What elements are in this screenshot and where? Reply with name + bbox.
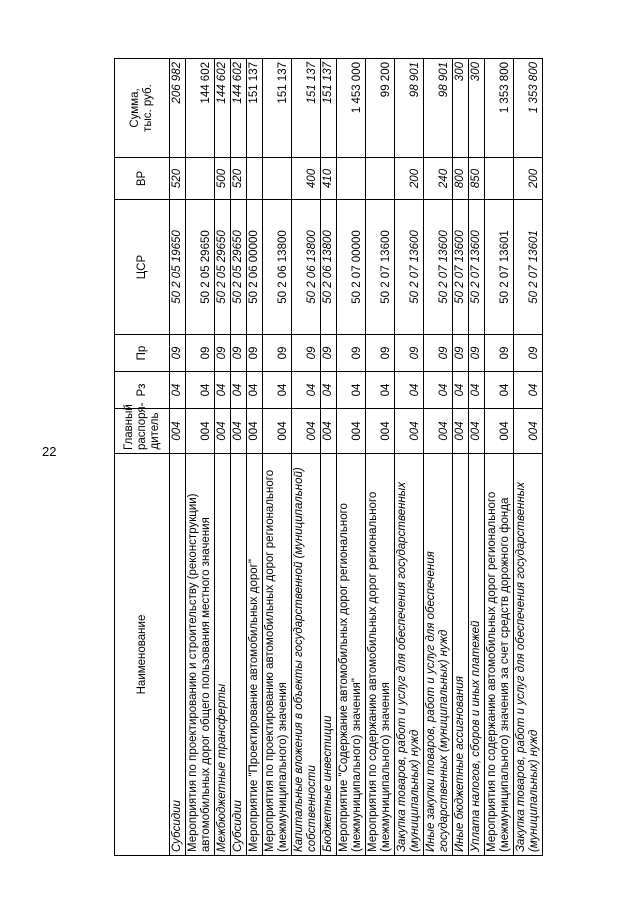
table-body [170,59,543,856]
header-vr: ВР [115,158,170,200]
row-vr [263,158,292,200]
row-sum: 151 137 [263,59,292,158]
row-vr: 240 [424,158,453,200]
row-rz: 04 [170,372,186,409]
row-chief-manager: 004 [366,409,395,454]
row-sum: 151 137 [292,59,321,158]
row-chief-manager: 004 [247,409,263,454]
row-name: Субсидии [231,454,247,856]
row-vr [366,158,395,200]
row-chief-manager: 004 [170,409,186,454]
row-chief-manager: 004 [215,409,231,454]
row-rz: 04 [247,372,263,409]
row-csr: 50 2 07 00000 [337,200,366,335]
header-chief-manager-line3: дитель [148,412,161,450]
header-sum-line1: Сумма, [129,88,141,128]
row-name: Мероприятие "Проектирование автомобильных дорог" [247,454,263,856]
row-pr: 09 [263,335,292,372]
row-csr: 50 2 06 13800 [292,200,321,335]
row-sum: 151 137 [247,59,263,158]
header-rz: Рз [115,372,170,409]
table-row [453,59,469,856]
row-pr: 09 [247,335,263,372]
row-csr: 50 2 05 29650 [186,200,215,335]
row-vr: 200 [395,158,424,200]
row-rz: 04 [366,372,395,409]
table-row [292,59,321,856]
row-vr: 800 [453,158,469,200]
table-row [231,59,247,856]
table-row [395,59,424,856]
row-sum: 1 453 000 [337,59,366,158]
row-sum: 206 982 [170,59,186,158]
header-name: Наименование [115,454,170,856]
row-vr [186,158,215,200]
table-row [321,59,337,856]
row-csr: 50 2 07 13600 [469,200,485,335]
row-rz: 04 [424,372,453,409]
row-csr: 50 2 07 13600 [424,200,453,335]
row-name: Мероприятия по содержанию автомобильных дорог регионального (межмуниципального) значения [366,454,395,856]
row-sum: 99 200 [366,59,395,158]
row-sum: 98 901 [424,59,453,158]
row-sum: 300 [469,59,485,158]
row-rz: 04 [231,372,247,409]
row-chief-manager: 004 [514,409,543,454]
row-sum: 300 [453,59,469,158]
budget-table [114,58,543,856]
row-pr: 09 [395,335,424,372]
row-chief-manager: 004 [263,409,292,454]
header-pr: Пр [115,335,170,372]
table-row [366,59,395,856]
row-csr: 50 2 05 19650 [170,200,186,335]
row-csr: 50 2 06 13800 [321,200,337,335]
row-pr: 09 [170,335,186,372]
row-csr: 50 2 07 13601 [485,200,514,335]
row-chief-manager: 004 [337,409,366,454]
row-vr: 520 [231,158,247,200]
row-vr: 520 [170,158,186,200]
row-chief-manager: 004 [186,409,215,454]
row-csr: 50 2 06 13800 [263,200,292,335]
row-name: Закупка товаров, работ и услуг для обеспечения государственных (муниципальных) нужд [514,454,543,856]
row-sum: 144 602 [215,59,231,158]
header-sum [115,59,170,158]
row-rz: 04 [485,372,514,409]
row-vr: 500 [215,158,231,200]
row-csr: 50 2 07 13600 [366,200,395,335]
row-chief-manager: 004 [469,409,485,454]
header-csr: ЦСР [115,200,170,335]
row-pr: 09 [186,335,215,372]
row-name: Закупка товаров, работ и услуг для обеспечения государственных (муниципальных) нужд [395,454,424,856]
row-csr: 50 2 05 29650 [215,200,231,335]
row-rz: 04 [469,372,485,409]
row-vr [337,158,366,200]
row-name: Иные бюджетные ассигнования [453,454,469,856]
row-vr: 410 [321,158,337,200]
row-name: Субсидии [170,454,186,856]
row-rz: 04 [263,372,292,409]
row-name: Капитальные вложения в объекты государственной (муниципальной) собственности [292,454,321,856]
row-name: Мероприятия по содержанию автомобильных дорог регионального (межмуниципального) значения за счет средств дорожного фонда [485,454,514,856]
table-row [263,59,292,856]
row-sum: 98 901 [395,59,424,158]
table-row [469,59,485,856]
row-vr: 200 [514,158,543,200]
row-sum: 1 353 800 [514,59,543,158]
row-name: Уплата налогов, сборов и иных платежей [469,454,485,856]
row-name: Иные закупки товаров, работ и услуг для обеспечения государственных (муниципальных) нужд [424,454,453,856]
row-name: Межбюджетные трансферты [215,454,231,856]
table-row [247,59,263,856]
row-chief-manager: 004 [231,409,247,454]
header-sum-line2: тыс. руб. [142,84,154,132]
row-sum: 144 602 [186,59,215,158]
header-chief-manager-line1: Главный [122,404,135,450]
row-pr: 09 [321,335,337,372]
row-pr: 09 [337,335,366,372]
row-sum: 1 353 800 [485,59,514,158]
table-row [215,59,231,856]
row-name: Мероприятия по проектированию и строительству (реконструкции) автомобильных дорог общего пользования местного значения [186,454,215,856]
row-pr: 09 [292,335,321,372]
table-row [186,59,215,856]
row-pr: 09 [485,335,514,372]
row-name: Бюджетные инвестиции [321,454,337,856]
row-csr: 50 2 07 13601 [514,200,543,335]
row-name: Мероприятия по проектированию автомобильных дорог регионального (межмуниципального) значения [263,454,292,856]
row-pr: 09 [453,335,469,372]
row-rz: 04 [215,372,231,409]
header-chief-manager [115,402,170,454]
header-chief-manager-line2: распоря- [135,402,148,450]
row-sum: 151 137 [321,59,337,158]
row-sum: 144 602 [231,59,247,158]
row-chief-manager: 004 [424,409,453,454]
row-pr: 09 [215,335,231,372]
row-chief-manager: 004 [395,409,424,454]
row-rz: 04 [321,372,337,409]
row-rz: 04 [395,372,424,409]
row-chief-manager: 004 [453,409,469,454]
rotated-table-container [114,62,558,856]
table-row [170,59,186,856]
table-row [485,59,514,856]
table-row [514,59,543,856]
row-rz: 04 [453,372,469,409]
row-name: Мероприятие "Содержание автомобильных дорог регионального (межмуниципального) значения" [337,454,366,856]
row-csr: 50 2 07 13600 [453,200,469,335]
row-csr: 50 2 05 29650 [231,200,247,335]
row-chief-manager: 004 [485,409,514,454]
row-csr: 50 2 07 13600 [395,200,424,335]
row-pr: 09 [366,335,395,372]
table-row [337,59,366,856]
row-chief-manager: 004 [321,409,337,454]
row-rz: 04 [514,372,543,409]
row-vr: 400 [292,158,321,200]
row-pr: 09 [424,335,453,372]
row-csr: 50 2 06 00000 [247,200,263,335]
table-header-row [115,59,170,856]
row-pr: 09 [231,335,247,372]
row-rz: 04 [292,372,321,409]
row-pr: 09 [469,335,485,372]
table-row [424,59,453,856]
row-rz: 04 [337,372,366,409]
page-number: 22 [42,444,57,459]
row-vr [485,158,514,200]
row-vr: 850 [469,158,485,200]
row-chief-manager: 004 [292,409,321,454]
row-pr: 09 [514,335,543,372]
row-vr [247,158,263,200]
row-rz: 04 [186,372,215,409]
